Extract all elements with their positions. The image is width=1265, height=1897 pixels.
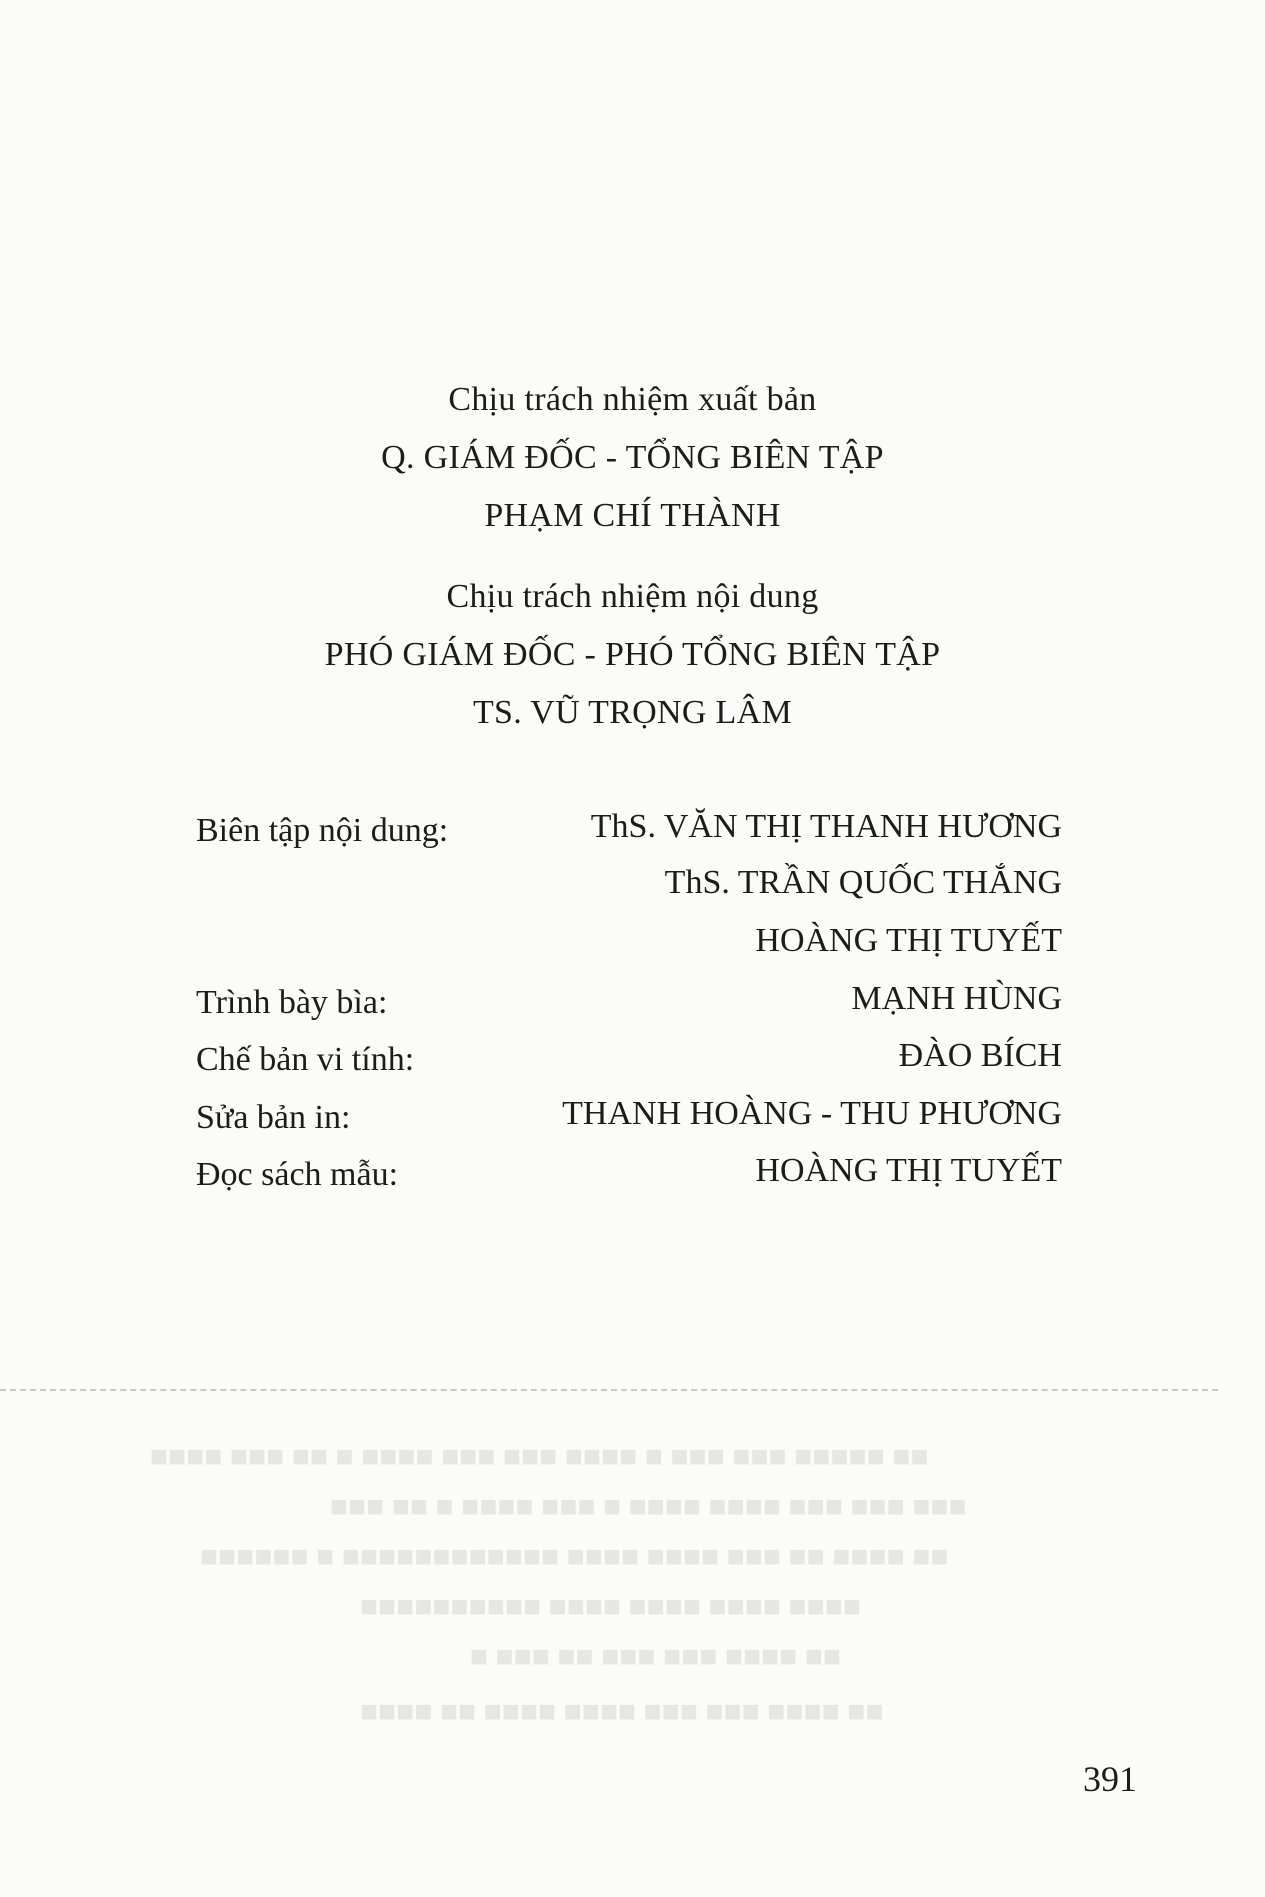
publisher-responsibility-title: Q. GIÁM ĐỐC - TỔNG BIÊN TẬP (381, 439, 884, 476)
content-responsibility-name: TS. VŨ TRỌNG LÂM (472, 694, 793, 731)
credit-value-content-editor-3: HOÀNG THỊ TUYẾT (755, 922, 1062, 959)
credit-label-sample-reading: Đọc sách mẫu: (196, 1156, 399, 1193)
dashed-divider (0, 1389, 1218, 1391)
publisher-responsibility-name: PHẠM CHÍ THÀNH (484, 497, 781, 534)
credit-label-cover-design: Trình bày bìa: (196, 984, 388, 1021)
credit-label-typesetting: Chế bản vi tính: (196, 1041, 415, 1078)
credit-value-sample-reading: HOÀNG THỊ TUYẾT (755, 1152, 1062, 1189)
publisher-responsibility-heading: Chịu trách nhiệm xuất bản (448, 381, 817, 418)
content-responsibility-heading: Chịu trách nhiệm nội dung (446, 578, 819, 615)
page-number: 391 (1083, 1759, 1137, 1799)
credit-value-content-editor-1: ThS. VĂN THỊ THANH HƯƠNG (590, 808, 1062, 845)
credit-value-cover-design: MẠNH HÙNG (851, 980, 1062, 1017)
colophon-page: Chịu trách nhiệm xuất bản Q. GIÁM ĐỐC - TỔNG BIÊN TẬP PHẠM CHÍ THÀNH Chịu trách nhiệm nội dung PHÓ GIÁM ĐỐC - PHÓ TỔNG BIÊN TẬP TS. VŨ TRỌNG LÂM Biên tập nội dung: ThS. VĂN THỊ THANH HƯƠNG ThS. TRẦN QUỐC THẮNG HOÀNG THỊ TUYẾT Trình bày bìa: MẠNH HÙNG Chế bản vi tính: ĐÀO BÍCH Sửa bản in: THANH HOÀNG - THU PHƯƠNG Đọc sách mẫu: HOÀNG THỊ TUYẾT ■■ ■■■■■ ■■■ ■■■ ■ ■■■■ ■■■ ■■■ ■■■■ ■ ■■ ■■■ ■■■■ ■■■ ■■■ ■■■ ■■■■ ■■■■ ■ ■■■ ■■■■ ■ ■■ ■■■ ■■ ■■■■ ■■ ■■■ ■■■■ ■■■■ ■■■■■■■■■■■■ ■ ■■■■■■ ■■■■ ■■■■ ■■■■ ■■■■ ■■■■■■■■■■ ■■ ■■■■ ■■■ ■■■ ■■ ■■■ ■ ■■ ■■■■ ■■■ ■■■ ■■■■ ■■■■ ■■ ■■■■ 391 (0, 0, 1265, 1897)
content-responsibility-title: PHÓ GIÁM ĐỐC - PHÓ TỔNG BIÊN TẬP (324, 636, 941, 673)
credit-label-proofreading: Sửa bản in: (196, 1099, 351, 1136)
credit-value-typesetting: ĐÀO BÍCH (898, 1037, 1062, 1074)
credit-value-content-editor-2: ThS. TRẦN QUỐC THẮNG (664, 864, 1062, 901)
credit-value-proofreading: THANH HOÀNG - THU PHƯƠNG (562, 1095, 1062, 1132)
credit-label-content-editor: Biên tập nội dung: (196, 812, 449, 849)
